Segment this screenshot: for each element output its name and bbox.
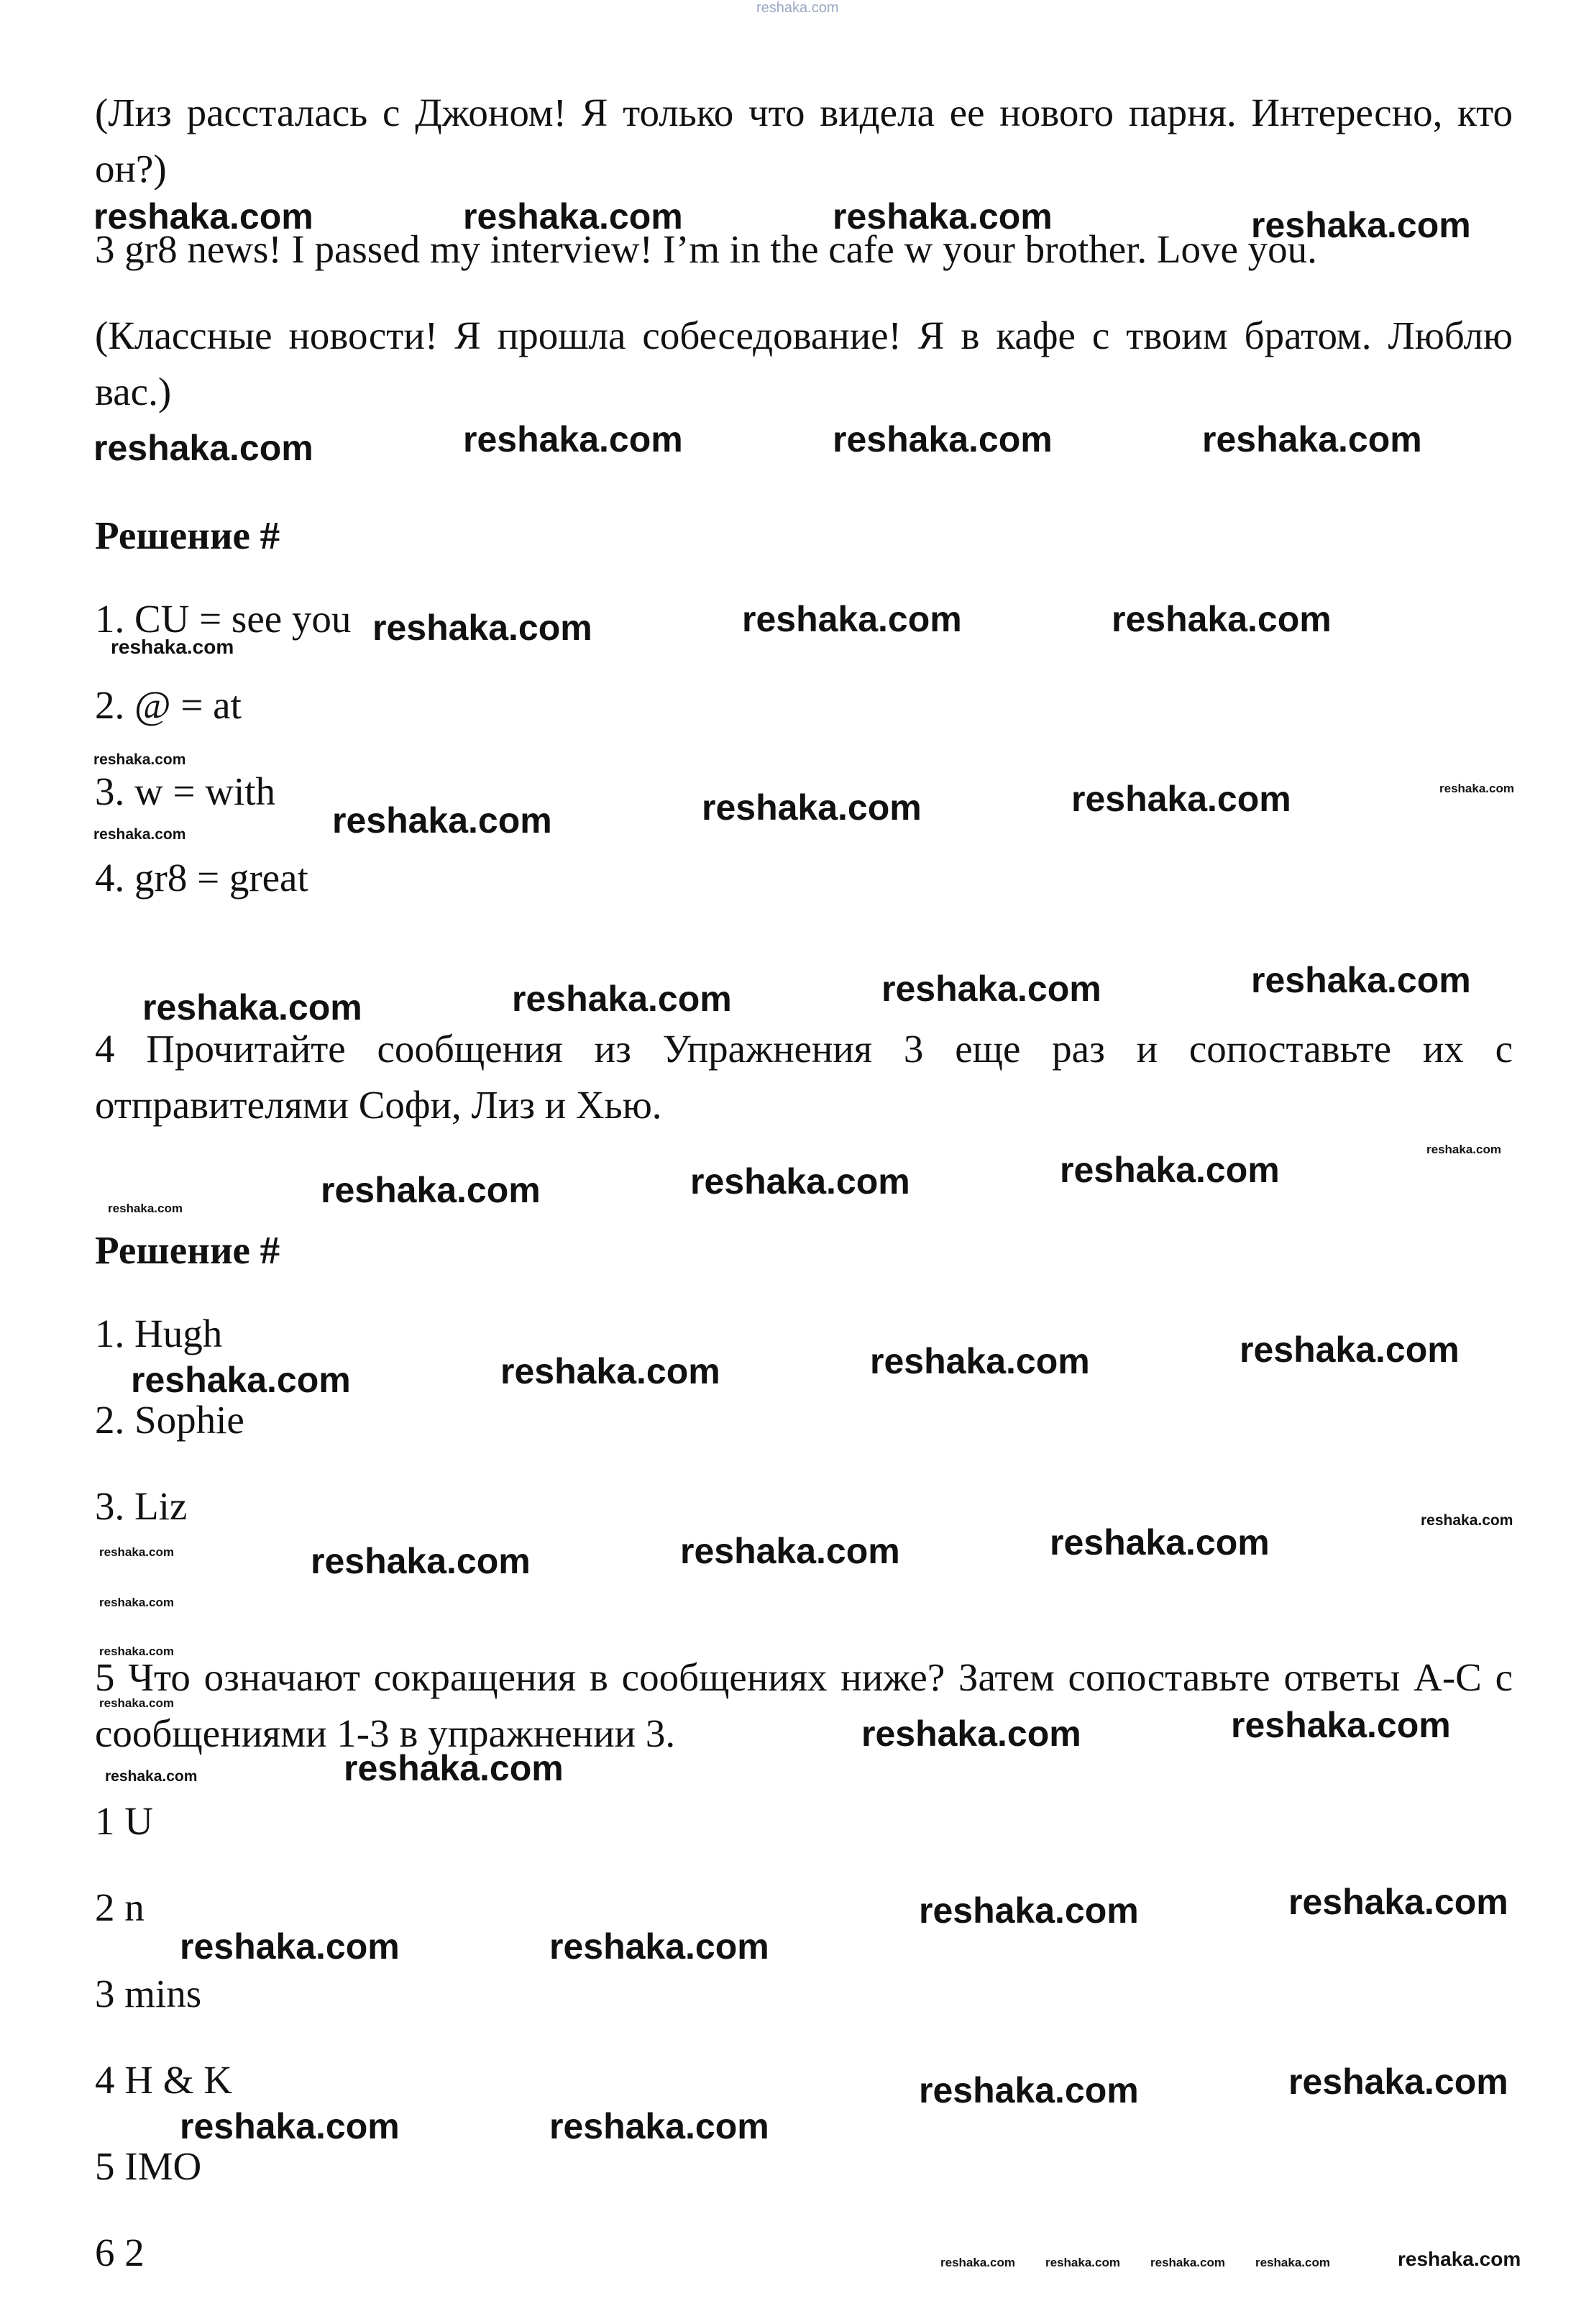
abbreviation-item: 3 mins <box>95 1972 202 2016</box>
solution-heading: Решение # <box>95 1228 280 1272</box>
watermark: reshaka.com <box>463 419 683 459</box>
watermark: reshaka.com <box>919 1890 1139 1931</box>
watermark: reshaka.com <box>108 1202 183 1215</box>
abbreviation-item: 1 U <box>95 1799 153 1843</box>
solution-item: 3. Liz <box>95 1484 188 1528</box>
watermark: reshaka.com <box>99 1644 174 1658</box>
watermark: reshaka.com <box>1112 599 1332 639</box>
watermark: reshaka.com <box>1050 1522 1270 1563</box>
solution-item: 2. Sophie <box>95 1398 244 1442</box>
abbreviation-item: 4 H & K <box>95 2058 232 2102</box>
solution-heading: Решение # <box>95 513 280 557</box>
watermark: reshaka.com <box>881 969 1101 1009</box>
watermark: reshaka.com <box>93 196 313 237</box>
watermark: reshaka.com <box>321 1170 541 1210</box>
watermark: reshaka.com <box>463 196 683 237</box>
watermark: reshaka.com <box>99 1596 174 1609</box>
watermark: reshaka.com <box>500 1351 720 1391</box>
watermark: reshaka.com <box>742 599 962 639</box>
watermark: reshaka.com <box>1426 1143 1501 1156</box>
watermark: reshaka.com <box>549 2106 769 2146</box>
watermark: reshaka.com <box>1240 1330 1460 1370</box>
task-5-text: 5 Что означают сокращения в сообщениях ниже? Затем сопоставьте ответы A-C с сообщениями 1-3 в упражнении 3. <box>95 1655 1513 1755</box>
watermark: reshaka.com <box>93 428 313 468</box>
watermark: reshaka.com <box>99 1696 174 1710</box>
watermark: reshaka.com <box>833 196 1053 237</box>
watermark: reshaka.com <box>131 1360 351 1400</box>
liz-translation: (Лиз рассталась с Джоном! Я только что видела ее нового парня. Интересно, кто он?) <box>95 91 1513 191</box>
watermark: reshaka.com <box>940 2256 1015 2269</box>
abbreviation-item: 2 n <box>95 1885 145 1929</box>
message-3: 3 gr8 news! I passed my interview! I’m in the cafe w your brother. Love you. <box>95 227 1317 271</box>
watermark: reshaka.com <box>1202 419 1422 459</box>
watermark: reshaka.com <box>99 1545 174 1559</box>
watermark: reshaka.com <box>344 1748 564 1788</box>
watermark: reshaka.com <box>1045 2256 1120 2269</box>
watermark: reshaka.com <box>1251 205 1471 245</box>
watermark: reshaka.com <box>180 2106 400 2146</box>
watermark: reshaka.com <box>93 826 186 843</box>
watermark: reshaka.com <box>372 608 592 648</box>
watermark: reshaka.com <box>105 1768 198 1785</box>
watermark: reshaka.com <box>1439 782 1514 795</box>
watermark: reshaka.com <box>512 979 732 1019</box>
watermark: reshaka.com <box>180 1926 400 1967</box>
watermark: reshaka.com <box>1150 2256 1225 2269</box>
watermark: reshaka.com <box>1288 2062 1508 2102</box>
watermark: reshaka.com <box>1060 1150 1280 1190</box>
watermark: reshaka.com <box>680 1531 900 1571</box>
top-watermark: reshaka.com <box>756 0 839 16</box>
watermark: reshaka.com <box>833 419 1053 459</box>
solution-item: 1. CU = see you <box>95 597 352 641</box>
solution-item: 4. gr8 = great <box>95 856 308 900</box>
watermark: reshaka.com <box>93 751 186 768</box>
watermark: reshaka.com <box>1398 2248 1521 2270</box>
watermark: reshaka.com <box>870 1341 1090 1381</box>
watermark: reshaka.com <box>1231 1705 1451 1745</box>
watermark: reshaka.com <box>1421 1512 1513 1529</box>
abbreviation-item: 6 2 <box>95 2231 145 2274</box>
watermark: reshaka.com <box>1071 779 1291 819</box>
watermark: reshaka.com <box>919 2070 1139 2110</box>
solution-item: 3. w = with <box>95 769 276 813</box>
watermark: reshaka.com <box>549 1926 769 1967</box>
task-4-text: 4 Прочитайте сообщения из Упражнения 3 еще раз и сопоставьте их с отправителями Софи, Лиз и Хью. <box>95 1027 1513 1127</box>
message-3-translation: (Классные новости! Я прошла собеседование! Я в кафе с твоим братом. Люблю вас.) <box>95 314 1513 413</box>
watermark: reshaka.com <box>332 800 552 841</box>
watermark: reshaka.com <box>1255 2256 1330 2269</box>
watermark: reshaka.com <box>111 636 234 658</box>
watermark: reshaka.com <box>311 1541 531 1581</box>
solution-item: 2. @ = at <box>95 683 242 727</box>
watermark: reshaka.com <box>861 1714 1081 1754</box>
watermark: reshaka.com <box>1288 1882 1508 1922</box>
watermark: reshaka.com <box>702 787 922 828</box>
abbreviation-item: 5 IMO <box>95 2144 202 2188</box>
watermark: reshaka.com <box>1251 960 1471 1000</box>
watermark: reshaka.com <box>142 987 362 1028</box>
solution-item: 1. Hugh <box>95 1312 223 1355</box>
watermark: reshaka.com <box>690 1161 910 1202</box>
